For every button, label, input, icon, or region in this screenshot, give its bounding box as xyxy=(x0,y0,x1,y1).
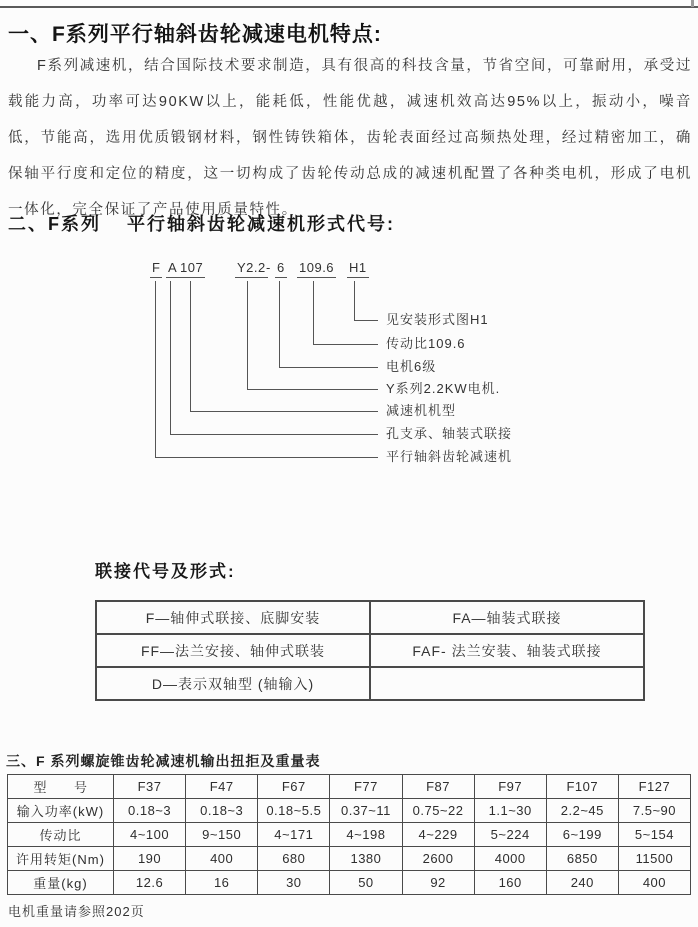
row-label: 许用转矩(Nm) xyxy=(8,847,114,871)
table-cell: 12.6 xyxy=(114,871,186,895)
connection-heading: 联接代号及形式: xyxy=(95,562,236,581)
table-cell: 30 xyxy=(258,871,330,895)
code-label-107: 减速机机型 xyxy=(386,403,457,418)
column-header-model: 型 号 xyxy=(8,775,114,799)
table-row xyxy=(8,799,691,823)
table-cell: 0.18~5.5 xyxy=(258,799,330,823)
connection-cell: FAF- 法兰安装、轴装式联接 xyxy=(370,634,644,667)
table-cell: 240 xyxy=(546,871,618,895)
table-row xyxy=(8,823,691,847)
output-torque-table xyxy=(7,774,691,895)
connection-cell: D—表示双轴型 (轴输入) xyxy=(96,667,370,700)
callout-hline-107 xyxy=(190,411,378,412)
callout-vline-107 xyxy=(190,281,191,411)
connection-cell: F—轴伸式联接、底脚安装 xyxy=(96,601,370,634)
column-header: F107 xyxy=(546,775,618,799)
section1-paragraph: F系列减速机，结合国际技术要求制造，具有很高的科技含量，节省空间，可靠耐用，承受过载能力高，功率可达90KW以上，能耗低，性能优越，减速机效高达95%以上，振动小，噪音低，节能高，选用优质锻钢材料，钢性铸铁箱体，齿轮表面经过高频热处理，经过精密加工，确保轴平行度和定位的精度，这一切构成了齿轮传动总成的减速机配置了各种类电机，形成了电机一体化，完全保证了产品使用质量特性。 xyxy=(8,58,692,218)
table-cell: 11500 xyxy=(618,847,690,871)
code-label-H1: 见安装形式图H1 xyxy=(386,312,489,327)
callout-hline-H1 xyxy=(354,320,378,321)
callout-hline-F xyxy=(155,457,378,458)
code-part-F: F xyxy=(150,260,162,278)
section2-heading xyxy=(8,210,395,236)
code-separator: - xyxy=(266,260,271,275)
table-cell: 4~198 xyxy=(330,823,402,847)
table-cell: 4~171 xyxy=(258,823,330,847)
column-header: F127 xyxy=(618,775,690,799)
callout-vline-H1 xyxy=(354,281,355,320)
table-cell: 0.75~22 xyxy=(402,799,474,823)
code-label-109.6: 传动比109.6 xyxy=(386,336,466,351)
section2-heading-main: 平行轴斜齿轮减速机形式代号: xyxy=(127,214,395,234)
table-cell: 160 xyxy=(474,871,546,895)
column-header: F77 xyxy=(330,775,402,799)
motor-weight-footnote: 电机重量请参照202页 xyxy=(8,904,145,919)
column-header: F87 xyxy=(402,775,474,799)
code-part-109.6: 109.6 xyxy=(297,260,336,278)
table-header-row xyxy=(8,775,691,799)
callout-hline-Y2.2 xyxy=(247,389,378,390)
connection-table-body xyxy=(96,601,644,700)
table-cell: 4~229 xyxy=(402,823,474,847)
table-cell: 1.1~30 xyxy=(474,799,546,823)
connection-table xyxy=(95,600,645,701)
table-cell: 5~154 xyxy=(618,823,690,847)
code-part-6: 6 xyxy=(275,260,287,278)
connection-cell: FA—轴装式联接 xyxy=(370,601,644,634)
column-header: F47 xyxy=(186,775,258,799)
table-cell: 2600 xyxy=(402,847,474,871)
table-row xyxy=(8,871,691,895)
table-cell: 4~100 xyxy=(114,823,186,847)
table-cell: 4000 xyxy=(474,847,546,871)
table-cell: 50 xyxy=(330,871,402,895)
code-part-H1: H1 xyxy=(347,260,369,278)
output-torque-table-body xyxy=(8,775,691,895)
code-part-A: A xyxy=(166,260,179,278)
table-cell: 190 xyxy=(114,847,186,871)
table-cell: 6850 xyxy=(546,847,618,871)
connection-row xyxy=(96,634,644,667)
callout-vline-Y2.2 xyxy=(247,281,248,389)
code-label-Y2.2: Y系列2.2KW电机. xyxy=(386,381,501,396)
callout-hline-6 xyxy=(279,367,378,368)
callout-vline-F xyxy=(155,281,156,457)
table-cell: 92 xyxy=(402,871,474,895)
connection-row xyxy=(96,667,644,700)
table-cell: 7.5~90 xyxy=(618,799,690,823)
table-cell: 0.18~3 xyxy=(114,799,186,823)
code-part-107: 107 xyxy=(178,260,205,278)
table-cell: 5~224 xyxy=(474,823,546,847)
code-label-F: 平行轴斜齿轮减速机 xyxy=(386,449,513,464)
table-cell: 2.2~45 xyxy=(546,799,618,823)
callout-vline-109.6 xyxy=(313,281,314,344)
column-header: F67 xyxy=(258,775,330,799)
callout-vline-6 xyxy=(279,281,280,367)
column-header: F37 xyxy=(114,775,186,799)
table-cell: 9~150 xyxy=(186,823,258,847)
code-label-A: 孔支承、轴装式联接 xyxy=(386,426,513,441)
connection-row xyxy=(96,601,644,634)
row-label: 传动比 xyxy=(8,823,114,847)
callout-vline-A xyxy=(170,281,171,434)
corner-mark xyxy=(691,0,694,7)
top-rule xyxy=(0,6,698,8)
section2-heading-prefix: 二、F系列 xyxy=(8,214,101,234)
table-row xyxy=(8,847,691,871)
table-cell: 0.37~11 xyxy=(330,799,402,823)
code-label-6: 电机6级 xyxy=(386,359,437,374)
column-header: F97 xyxy=(474,775,546,799)
table-cell: 0.18~3 xyxy=(186,799,258,823)
table-cell: 400 xyxy=(186,847,258,871)
table-cell: 680 xyxy=(258,847,330,871)
table-cell: 400 xyxy=(618,871,690,895)
table-cell: 16 xyxy=(186,871,258,895)
form-code-diagram xyxy=(0,258,698,473)
table-cell: 1380 xyxy=(330,847,402,871)
callout-hline-109.6 xyxy=(313,344,378,345)
table-cell: 6~199 xyxy=(546,823,618,847)
connection-cell xyxy=(370,667,644,700)
row-label: 输入功率(kW) xyxy=(8,799,114,823)
connection-cell: FF—法兰安接、轴伸式联装 xyxy=(96,634,370,667)
code-part-Y2.2: Y2.2 xyxy=(235,260,268,278)
section3-heading: 三、F 系列螺旋锥齿轮减速机输出扭拒及重量表 xyxy=(6,753,321,769)
row-label: 重量(kg) xyxy=(8,871,114,895)
callout-hline-A xyxy=(170,434,378,435)
section1-heading: 一、F系列平行轴斜齿轮减速电机特点: xyxy=(8,23,382,46)
